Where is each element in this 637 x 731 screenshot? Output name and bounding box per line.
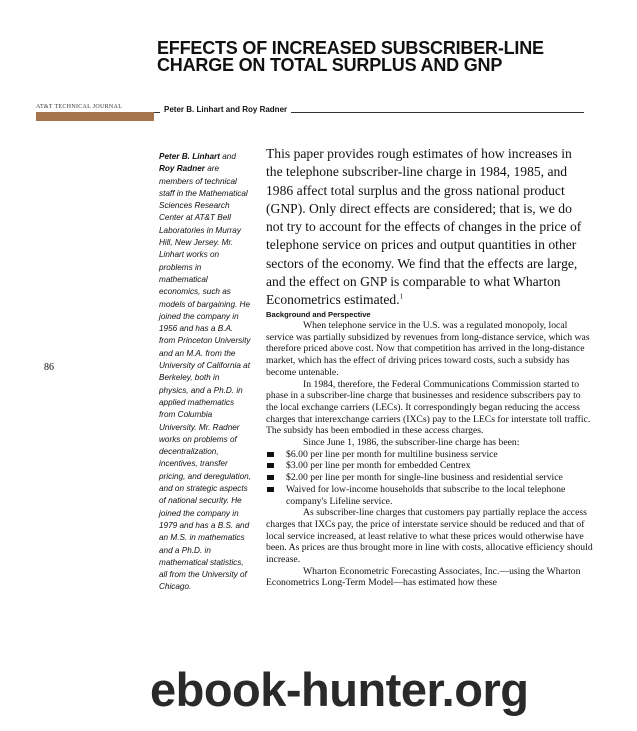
title-line-1: EFFECTS OF INCREASED SUBSCRIBER-LINE (157, 38, 544, 58)
body-paragraph-3: Since June 1, 1986, the subscriber-line charge has been: (303, 437, 520, 449)
bullet-icon (267, 475, 274, 480)
abstract (266, 145, 586, 310)
body-paragraph-4: As subscriber-line charges that customers pay partially replace the access charges that IXCs pay, the price of interstate service should be reduced and that of local service increased, at least relative to what these prices would otherwise have been. As prices are thus brought more in line with costs, allocative efficiency should increase. (266, 507, 593, 566)
list-item (266, 472, 594, 484)
list-item (266, 449, 594, 461)
charge-list (266, 449, 594, 508)
article-title (157, 40, 617, 74)
section-heading: Background and Perspective (266, 310, 371, 319)
title-line-2: CHARGE ON TOTAL SURPLUS AND GNP (157, 55, 503, 75)
bullet-icon (267, 463, 274, 468)
body-text (266, 320, 594, 589)
author-bio (159, 151, 251, 594)
list-item (266, 460, 594, 472)
list-item-text: $3.00 per line per month for embedded Centrex (286, 460, 471, 472)
bio-author-2: Roy Radner (159, 164, 205, 174)
list-item (266, 484, 594, 507)
bio-and: and (219, 152, 236, 161)
byline: Peter B. Linhart and Roy Radner (160, 105, 291, 114)
journal-color-bar (36, 112, 154, 121)
list-item-text: $2.00 per line per month for single-line business and residential service (286, 472, 563, 484)
journal-name: AT&T TECHNICAL JOURNAL (36, 104, 123, 110)
page-number: 86 (44, 362, 54, 373)
list-item-text: $6.00 per line per month for multiline business service (286, 448, 498, 460)
body-paragraph-5: Wharton Econometric Forecasting Associates, Inc.—using the Wharton Econometrics Long-Term Model—has estimated how these (266, 565, 581, 589)
abstract-text: This paper provides rough estimates of how increases in the telephone subscriber-line charge in 1984, 1985, and 1986 affect total surplus and the gross national product (GNP). Only direct effects are considered; that is, we do not try to account for the effects of changes in the price of telephone service on prices and output quantities in other sectors of the economy. We find that the effects are large, and the effect on GNP is comparable to what Wharton Econometrics estimated. (266, 146, 582, 308)
watermark: ebook-hunter.org (150, 663, 529, 716)
footnote-ref: 1 (399, 292, 404, 301)
bio-text: are members of technical staff in the Mathematical Sciences Research Center at AT&T Bell Laboratories in Murray Hill, New Jersey. Mr. Linhart works on problems in mathematical economics, such as models of bargaining. He joined the company in 1956 and has a B.A. from Princeton University and an M.A. from the University of California at Berkeley, both in physics, and a Ph.D. in applied mathematics from Columbia University. Mr. Radner works on problems of decentralization, incentives, transfer pricing, and deregulation, and on strategic aspects of national security. He joined the company in 1979 and has a B.S. and an M.S. in mathematics and a Ph.D. in mathematical statistics, all from the University of Chicago. (159, 164, 251, 592)
list-item-text: Waived for low-income households that subscribe to the local telephone company's Lifeline service. (286, 483, 566, 507)
body-paragraph-1: When telephone service in the U.S. was a regulated monopoly, local service was partially subsidized by revenues from long-distance service, which was therefore priced above cost. Now that competition has arrived in the long-distance market, which has the effect of driving prices toward costs, such a subsidy has become untenable. (266, 320, 590, 378)
body-paragraph-2: In 1984, therefore, the Federal Communications Commission started to phase in a subscriber-line charge that businesses and residence subscribers pay to the local exchange carriers (LECs). It correspondingly began reducing the access charges that interexchange carriers (IXCs) pay to the LECs for interstate toll traffic. The subsidy has been embodied in these access charges. (266, 378, 591, 437)
bullet-icon (267, 487, 274, 492)
bullet-icon (267, 452, 274, 457)
bio-author-1: Peter B. Linhart (159, 152, 220, 161)
